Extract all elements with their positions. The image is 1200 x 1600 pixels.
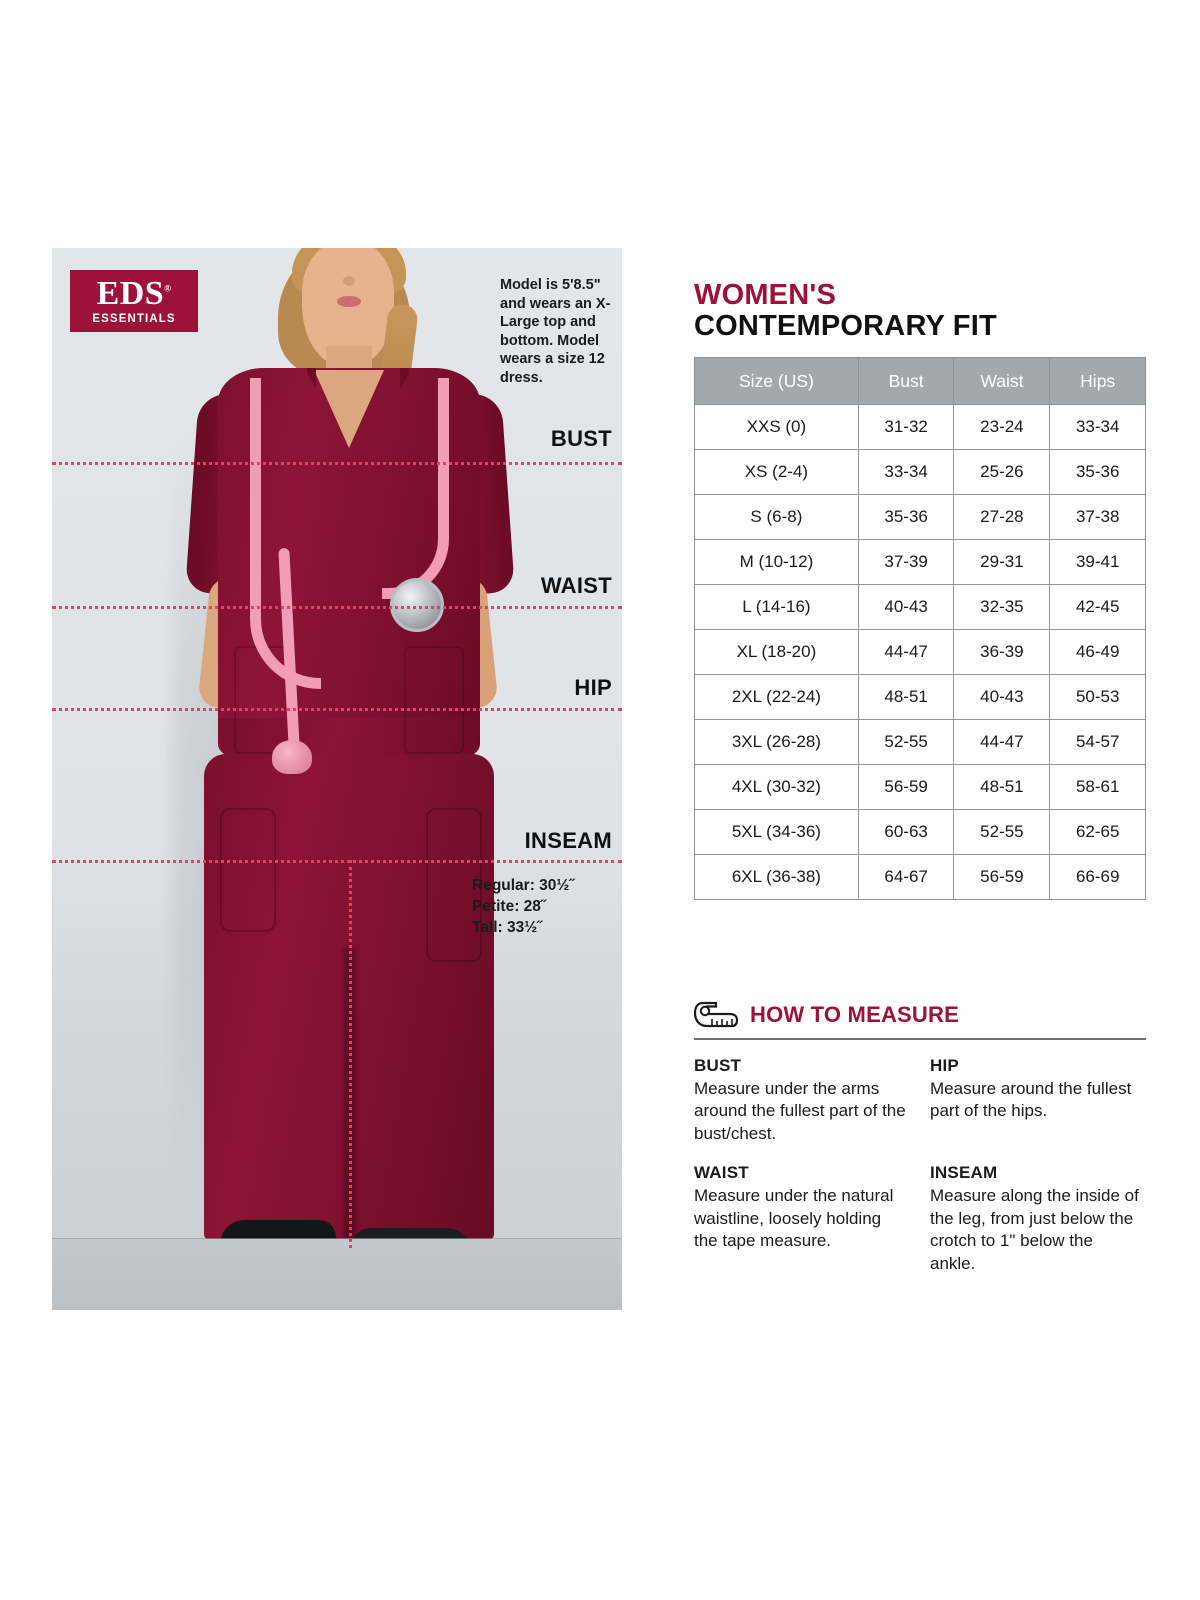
how-to-measure-header: [694, 1000, 1146, 1030]
inseam-petite: Petite: 28˝: [472, 897, 547, 915]
cell-size: S (6-8): [695, 495, 859, 540]
cell-hips: 39-41: [1050, 540, 1146, 585]
inseam-regular: Regular: 30½˝: [472, 877, 575, 894]
waist-guide-line: [52, 606, 622, 609]
cell-waist: 52-55: [954, 810, 1050, 855]
measure-term: HIP: [930, 1056, 959, 1075]
how-to-measure-title: HOW TO MEASURE: [750, 1002, 959, 1027]
cell-hips: 58-61: [1050, 765, 1146, 810]
cell-hips: 54-57: [1050, 720, 1146, 765]
model-note: Model is 5'8.5" and wears an X-Large top and bottom. Model wears a size 12 dress.: [500, 277, 611, 386]
measure-term: BUST: [694, 1056, 742, 1075]
cell-waist: 40-43: [954, 675, 1050, 720]
cell-waist: 25-26: [954, 450, 1050, 495]
measure-definition: Measure under the arms around the fullest part of the bust/chest.: [694, 1079, 906, 1143]
table-row: [695, 405, 1146, 450]
cell-bust: 60-63: [858, 810, 954, 855]
logo-wordmark: EDS: [96, 274, 165, 312]
cell-hips: 66-69: [1050, 855, 1146, 900]
cell-bust: 56-59: [858, 765, 954, 810]
table-row: [695, 450, 1146, 495]
table-row: [695, 720, 1146, 765]
cell-size: 2XL (22-24): [695, 675, 859, 720]
size-table: [694, 357, 1146, 900]
chart-title-line1: WOMEN'S: [694, 279, 837, 311]
cell-waist: 44-47: [954, 720, 1050, 765]
how-to-measure-items: [694, 1056, 1146, 1275]
size-chart-section: [694, 280, 1146, 900]
cell-size: 6XL (36-38): [695, 855, 859, 900]
col-header-hips: Hips: [1050, 358, 1146, 405]
measure-definition: Measure under the natural waistline, loosely holding the tape measure.: [694, 1186, 894, 1251]
cell-size: 5XL (34-36): [695, 810, 859, 855]
logo-subtext: ESSENTIALS: [92, 312, 176, 325]
size-table-head: [695, 358, 1146, 405]
cell-waist: 56-59: [954, 855, 1050, 900]
cell-size: L (14-16): [695, 585, 859, 630]
cell-size: XL (18-20): [695, 630, 859, 675]
cell-size: XS (2-4): [695, 450, 859, 495]
measure-definition: Measure along the inside of the leg, from just below the crotch to 1" below the ankle.: [930, 1186, 1139, 1273]
stethoscope-chestpiece: [390, 578, 444, 632]
inseam-values: [472, 876, 612, 939]
cell-hips: 37-38: [1050, 495, 1146, 540]
table-row: [695, 810, 1146, 855]
col-header-size: Size (US): [695, 358, 859, 405]
measure-item-hip: [930, 1056, 1146, 1145]
cell-bust: 33-34: [858, 450, 954, 495]
how-to-measure-divider: [694, 1038, 1146, 1040]
measure-term: WAIST: [694, 1163, 749, 1183]
logo-registered-mark: ®: [164, 283, 172, 294]
measure-definition: Measure around the fullest part of the hips.: [930, 1079, 1132, 1121]
scrub-pants-pocket-left: [220, 808, 276, 932]
table-row: [695, 675, 1146, 720]
cell-bust: 40-43: [858, 585, 954, 630]
cell-hips: 42-45: [1050, 585, 1146, 630]
eds-essentials-logo: [70, 270, 198, 332]
cell-waist: 29-31: [954, 540, 1050, 585]
how-to-measure-section: [694, 1000, 1146, 1275]
inseam-vertical-guide: [349, 860, 352, 1248]
measure-term: INSEAM: [930, 1163, 998, 1183]
floor-area: [52, 1239, 622, 1310]
size-table-body: [695, 405, 1146, 900]
measure-item-waist: [694, 1163, 930, 1275]
size-table-header-row: [695, 358, 1146, 405]
cell-bust: 64-67: [858, 855, 954, 900]
cell-size: 4XL (30-32): [695, 765, 859, 810]
cell-hips: 62-65: [1050, 810, 1146, 855]
chart-title-line2: CONTEMPORARY FIT: [694, 310, 997, 343]
bust-label: BUST: [550, 426, 612, 451]
hip-guide-line: [52, 708, 622, 711]
measure-item-bust: [694, 1056, 930, 1145]
cell-waist: 23-24: [954, 405, 1050, 450]
cell-bust: 44-47: [858, 630, 954, 675]
table-row: [695, 765, 1146, 810]
inseam-label: INSEAM: [524, 828, 612, 853]
col-header-bust: Bust: [858, 358, 954, 405]
cell-hips: 35-36: [1050, 450, 1146, 495]
tape-measure-icon: [694, 1000, 738, 1030]
hip-label: HIP: [574, 675, 612, 700]
table-row: [695, 855, 1146, 900]
cell-bust: 31-32: [858, 405, 954, 450]
table-row: [695, 585, 1146, 630]
cell-size: 3XL (26-28): [695, 720, 859, 765]
cell-waist: 48-51: [954, 765, 1050, 810]
cell-bust: 52-55: [858, 720, 954, 765]
cell-size: XXS (0): [695, 405, 859, 450]
stethoscope-bell: [272, 740, 312, 774]
cell-hips: 33-34: [1050, 405, 1146, 450]
cell-hips: 50-53: [1050, 675, 1146, 720]
cell-waist: 32-35: [954, 585, 1050, 630]
scrub-top-pocket-right: [404, 646, 464, 754]
cell-size: M (10-12): [695, 540, 859, 585]
cell-bust: 48-51: [858, 675, 954, 720]
model-lips: [337, 296, 361, 307]
cell-waist: 36-39: [954, 630, 1050, 675]
table-row: [695, 495, 1146, 540]
measure-item-inseam: [930, 1163, 1146, 1275]
bust-guide-line: [52, 462, 622, 465]
inseam-guide-line: [52, 860, 622, 863]
cell-bust: 37-39: [858, 540, 954, 585]
model-photo-panel: [52, 248, 622, 1310]
cell-waist: 27-28: [954, 495, 1050, 540]
inseam-tall: Tall: 33½˝: [472, 918, 543, 936]
table-row: [695, 630, 1146, 675]
model-nose: [343, 276, 355, 286]
cell-hips: 46-49: [1050, 630, 1146, 675]
table-row: [695, 540, 1146, 585]
stethoscope-right-tube: [382, 378, 449, 599]
model-illustration: [52, 248, 622, 1310]
waist-label: WAIST: [540, 573, 612, 598]
col-header-waist: Waist: [954, 358, 1050, 405]
cell-bust: 35-36: [858, 495, 954, 540]
